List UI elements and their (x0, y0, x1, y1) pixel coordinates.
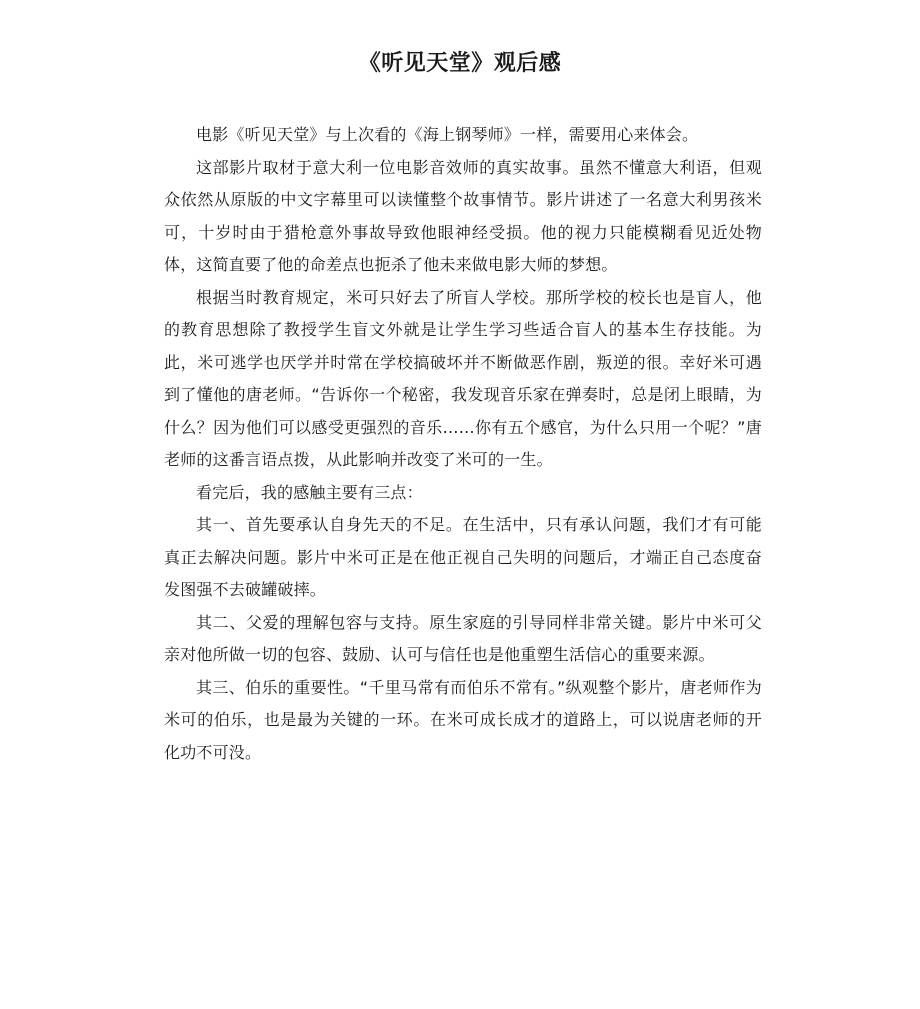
paragraph-point-one: 其一、首先要承认自身先天的不足。在生活中，只有承认问题，我们才有可能真正去解决问题。影片中米可正是在他正视自己失明的问题后，才端正自己态度奋发图强不去破罐破摔。 (164, 515, 762, 599)
document-body (164, 119, 762, 769)
paragraph-story: 这部影片取材于意大利一位电影音效师的真实故事。虽然不懂意大利语，但观众依然从原版的中文字幕里可以读懂整个故事情节。影片讲述了一名意大利男孩米可，十岁时由于猎枪意外事故导致他眼神经受损。他的视力只能模糊看见近处物体，这简直要了他的命差点也扼杀了他未来做电影大师的梦想。 (164, 157, 762, 274)
paragraph-point-three: 其三、伯乐的重要性。“千里马常有而伯乐不常有。”纵观整个影片，唐老师作为米可的伯乐，也是最为关键的一环。在米可成长成才的道路上，可以说唐老师的开化功不可没。 (164, 677, 762, 762)
paragraph-reflection-lead: 看完后，我的感触主要有三点： (196, 482, 423, 502)
paragraph-point-two: 其二、父爱的理解包容与支持。原生家庭的引导同样非常关键。影片中米可父亲对他所做一切的包容、鼓励、认可与信任也是他重塑生活信心的重要来源。 (164, 612, 762, 664)
document-title: 《听见天堂》观后感 (358, 51, 562, 76)
paragraph-school: 根据当时教育规定，米可只好去了所盲人学校。那所学校的校长也是盲人，他的教育思想除了教授学生盲文外就是让学生学习些适合盲人的基本生存技能。为此，米可逃学也厌学并时常在学校搞破坏并不断做恶作剧，叛逆的很。幸好米可遇到了懂他的唐老师。“告诉你一个秘密，我发现音乐家在弹奏时，总是闭上眼睛，为什么？因为他们可以感受更强烈的音乐……你有五个感官，为什么只用一个呢？”唐老师的这番言语点拨，从此影响并改变了米可的一生。 (164, 287, 762, 469)
paragraph-intro: 电影《听见天堂》与上次看的《海上钢琴师》一样，需要用心来体会。 (196, 125, 699, 144)
